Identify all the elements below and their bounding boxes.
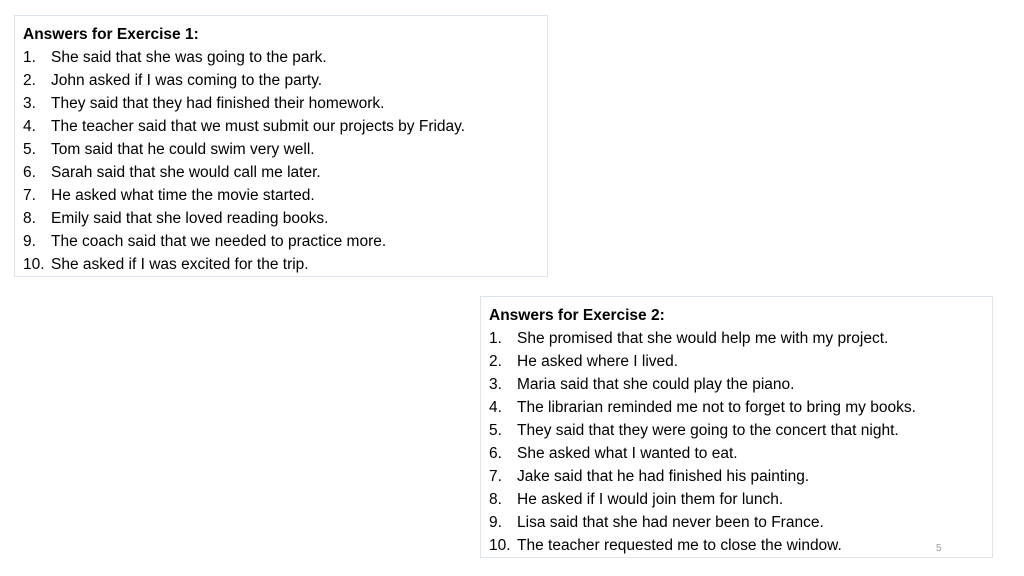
item-text: She asked what I wanted to eat. [517,445,738,462]
list-item [23,115,539,138]
item-text: He asked where I lived. [517,353,679,370]
list-item [23,184,539,207]
exercise-2-answers-box [480,296,993,558]
page-number: 5 [936,543,942,554]
list-item [23,253,539,276]
list-item [489,373,984,396]
item-number: 6. [23,164,36,181]
item-text: John asked if I was coming to the party. [51,72,323,89]
list-item [489,511,984,534]
list-item [489,442,984,465]
item-number: 9. [489,514,502,531]
list-item [489,396,984,419]
item-text: She asked if I was excited for the trip. [51,256,309,273]
list-item [23,138,539,161]
item-text: Jake said that he had finished his painting. [517,468,810,485]
item-number: 4. [23,118,36,135]
item-number: 10. [489,537,511,554]
item-number: 8. [489,491,502,508]
item-number: 2. [489,353,502,370]
item-text: The teacher requested me to close the window. [517,537,842,554]
item-number: 3. [489,376,502,393]
item-text: Emily said that she loved reading books. [51,210,329,227]
list-item [23,207,539,230]
list-item [23,92,539,115]
item-number: 8. [23,210,36,227]
list-item [489,534,984,557]
item-text: She promised that she would help me with my project. [517,330,889,347]
item-number: 10. [23,256,45,273]
list-item [489,419,984,442]
item-number: 5. [489,422,502,439]
item-number: 7. [489,468,502,485]
item-text: Sarah said that she would call me later. [51,164,321,181]
list-item [23,69,539,92]
item-text: He asked what time the movie started. [51,187,315,204]
item-text: Lisa said that she had never been to France. [517,514,824,531]
item-number: 2. [23,72,36,89]
item-text: He asked if I would join them for lunch. [517,491,784,508]
item-number: 1. [23,49,36,66]
item-number: 5. [23,141,36,158]
list-item [489,465,984,488]
item-number: 3. [23,95,36,112]
item-text: She said that she was going to the park. [51,49,327,66]
list-item [489,350,984,373]
exercise-1-answers-box [14,15,548,277]
list-item [489,488,984,511]
exercise-1-answer-list [23,46,539,276]
list-item [489,327,984,350]
list-item [23,230,539,253]
item-number: 9. [23,233,36,250]
item-text: The teacher said that we must submit our projects by Friday. [51,118,466,135]
item-text: Maria said that she could play the piano. [517,376,795,393]
item-number: 4. [489,399,502,416]
item-number: 6. [489,445,502,462]
item-number: 7. [23,187,36,204]
item-text: They said that they had finished their homework. [51,95,385,112]
exercise-1-title: Answers for Exercise 1: [23,26,199,43]
item-text: The coach said that we needed to practice more. [51,233,387,250]
list-item [23,161,539,184]
item-text: The librarian reminded me not to forget to bring my books. [517,399,916,416]
exercise-2-answer-list [489,327,984,557]
item-number: 1. [489,330,502,347]
exercise-2-title: Answers for Exercise 2: [489,307,665,324]
item-text: Tom said that he could swim very well. [51,141,315,158]
list-item [23,46,539,69]
item-text: They said that they were going to the concert that night. [517,422,899,439]
